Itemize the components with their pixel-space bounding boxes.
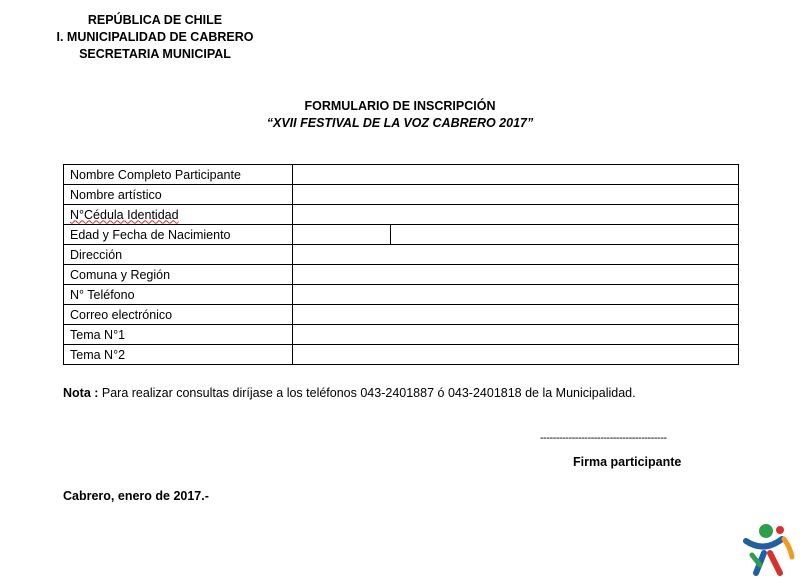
form-row (64, 205, 739, 225)
field-value-tema-2[interactable] (293, 345, 739, 365)
field-label-nombre-artistico: Nombre artístico (64, 185, 293, 205)
form-row (64, 285, 739, 305)
field-value-correo[interactable] (293, 305, 739, 325)
document-title (200, 98, 600, 132)
field-label-edad-fecha: Edad y Fecha de Nacimiento (64, 225, 293, 245)
note-text: Para realizar consultas diríjase a los teléfonos 043-2401887 ó 043-2401818 de la Municipalidad. (98, 386, 636, 400)
title-line-1: FORMULARIO DE INSCRIPCIÓN (304, 99, 496, 113)
field-label-nombre-completo: Nombre Completo Participante (64, 165, 293, 185)
registration-form-table (63, 164, 739, 365)
signature-line: ---------------------------------------- (540, 432, 667, 444)
letterhead-line-3: SECRETARIA MUNICIPAL (79, 47, 231, 61)
form-row (64, 305, 739, 325)
field-value-fecha-nacimiento[interactable] (391, 225, 738, 244)
field-label-cedula (64, 205, 293, 225)
field-label-tema-2: Tema N°2 (64, 345, 293, 365)
letterhead-line-2: I. MUNICIPALIDAD DE CABRERO (56, 30, 254, 44)
note-label: Nota : (63, 386, 99, 400)
field-label-correo: Correo electrónico (64, 305, 293, 325)
form-row (64, 245, 739, 265)
form-row (64, 325, 739, 345)
field-value-direccion[interactable] (293, 245, 739, 265)
field-label-cedula-text: N°Cédula Identidad (70, 207, 179, 222)
field-value-nombre-artistico[interactable] (293, 185, 739, 205)
signature-label: Firma participante (573, 455, 682, 469)
field-label-tema-1: Tema N°1 (64, 325, 293, 345)
letterhead-line-1: REPÚBLICA DE CHILE (87, 13, 223, 27)
form-row (64, 265, 739, 285)
field-value-cedula[interactable] (293, 205, 739, 225)
field-value-tema-1[interactable] (293, 325, 739, 345)
field-label-comuna-region: Comuna y Región (64, 265, 293, 285)
field-value-edad[interactable] (299, 225, 391, 244)
festival-logo-icon (742, 521, 800, 581)
field-value-edad-fecha (293, 225, 739, 245)
place-date: Cabrero, enero de 2017.- (63, 489, 209, 503)
field-value-telefono[interactable] (293, 285, 739, 305)
note (63, 386, 636, 400)
field-value-comuna-region[interactable] (293, 265, 739, 285)
form-row (64, 185, 739, 205)
field-label-telefono: N° Teléfono (64, 285, 293, 305)
field-label-direccion: Dirección (64, 245, 293, 265)
letterhead (0, 12, 310, 63)
title-line-2: “XVII FESTIVAL DE LA VOZ CABRERO 2017” (266, 116, 534, 130)
form-row (64, 165, 739, 185)
form-row (64, 345, 739, 365)
form-row (64, 225, 739, 245)
field-value-nombre-completo[interactable] (293, 165, 739, 185)
